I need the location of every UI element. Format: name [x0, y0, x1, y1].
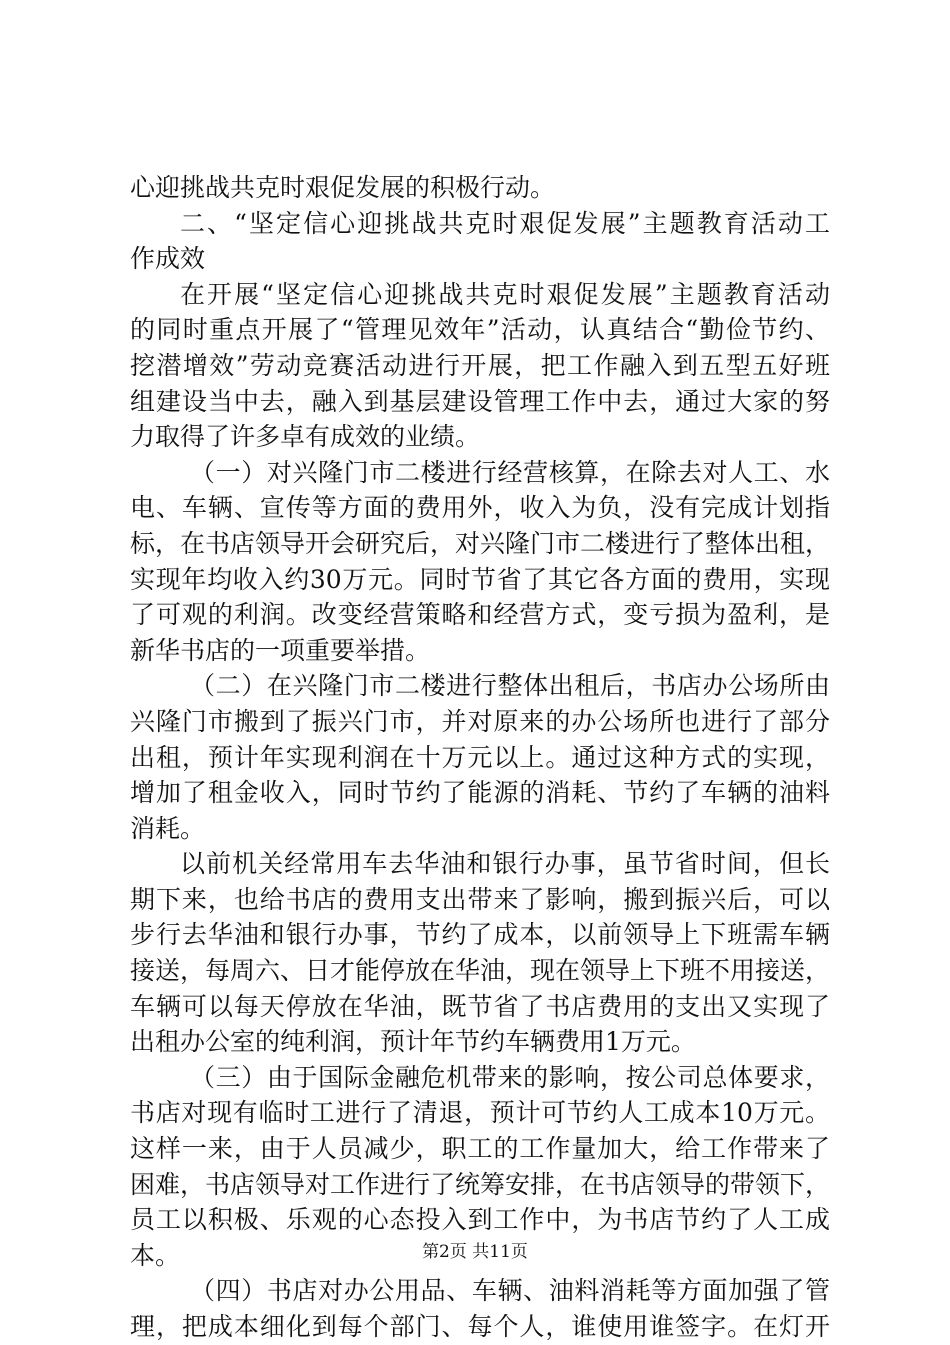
text-line: （二）在兴隆门市二楼进行整体出租后，书店办公场所由 [190, 671, 830, 701]
text-line: 在开展“坚定信心迎挑战共克时艰促发展”主题教育活动 [180, 279, 830, 309]
text-line: 员工以积极、乐观的心态投入到工作中，为书店节约了人工成 [130, 1205, 830, 1235]
text-line: 兴隆门市搬到了振兴门市，并对原来的办公场所也进行了部分 [130, 706, 830, 736]
text-line: 力取得了许多卓有成效的业绩。 [130, 422, 481, 452]
document-body [130, 170, 830, 1345]
text-line: 标，在书店领导开会研究后，对兴隆门市二楼进行了整体出租， [130, 528, 831, 558]
text-line: 书店对现有临时工进行了清退，预计可节约人工成本10万元。 [130, 1098, 830, 1128]
text-line: （三）由于国际金融危机带来的影响，按公司总体要求， [190, 1062, 830, 1092]
text-line: 实现年均收入约30万元。同时节省了其它各方面的费用，实现 [130, 564, 830, 594]
text-line: 消耗。 [130, 813, 206, 843]
text-line: 心迎挑战共克时艰促发展的积极行动。 [130, 173, 556, 202]
text-line: 步行去华油和银行办事，节约了成本，以前领导上下班需车辆 [130, 920, 830, 950]
text-line: 车辆可以每天停放在华油，既节省了书店费用的支出又实现了 [130, 991, 830, 1021]
text-line: 出租，预计年实现利润在十万元以上。通过这种方式的实现， [130, 742, 830, 772]
text-line: 组建设当中去，融入到基层建设管理工作中去，通过大家的努 [130, 386, 830, 416]
text-line: 困难，书店领导对工作进行了统筹安排，在书店领导的带领下， [130, 1169, 831, 1199]
text-line: 以前机关经常用车去华油和银行办事，虽节省时间，但长 [180, 849, 830, 879]
text-line: 理，把成本细化到每个部门、每个人，谁使用谁签字。在灯开 [130, 1312, 830, 1341]
text-line: 了可观的利润。改变经营策略和经营方式，变亏损为盈利，是 [130, 600, 830, 630]
section-heading-line: 作成效 [130, 244, 206, 274]
text-line: 增加了租金收入，同时节约了能源的消耗、节约了车辆的油料 [130, 778, 830, 808]
text-line: （一）对兴隆门市二楼进行经营核算，在除去对人工、水 [190, 457, 830, 487]
text-line: 接送，每周六、日才能停放在华油，现在领导上下班不用接送， [130, 956, 831, 986]
text-line: 挖潜增效”劳动竞赛活动进行开展，把工作融入到五型五好班 [130, 350, 830, 380]
text-line: 出租办公室的纯利润，预计年节约车辆费用1万元。 [130, 1027, 696, 1057]
text-line: 新华书店的一项重要举措。 [130, 635, 431, 665]
page-number-footer: 第2页 共11页 [422, 1242, 528, 1262]
text-line: 的同时重点开展了“管理见效年”活动，认真结合“勤俭节约、 [130, 315, 830, 345]
text-line: （四）书店对办公用品、车辆、油料消耗等方面加强了管 [190, 1276, 830, 1306]
text-line: 本。 [130, 1240, 181, 1270]
text-line: 这样一来，由于人员减少，职工的工作量加大，给工作带来了 [130, 1134, 830, 1164]
text-line: 期下来，也给书店的费用支出带来了影响，搬到振兴后，可以 [130, 884, 830, 914]
text-line: 电、车辆、宣传等方面的费用外，收入为负，没有完成计划指 [130, 493, 830, 523]
section-heading-line: 二、“坚定信心迎挑战共克时艰促发展”主题教育活动工 [180, 208, 830, 238]
